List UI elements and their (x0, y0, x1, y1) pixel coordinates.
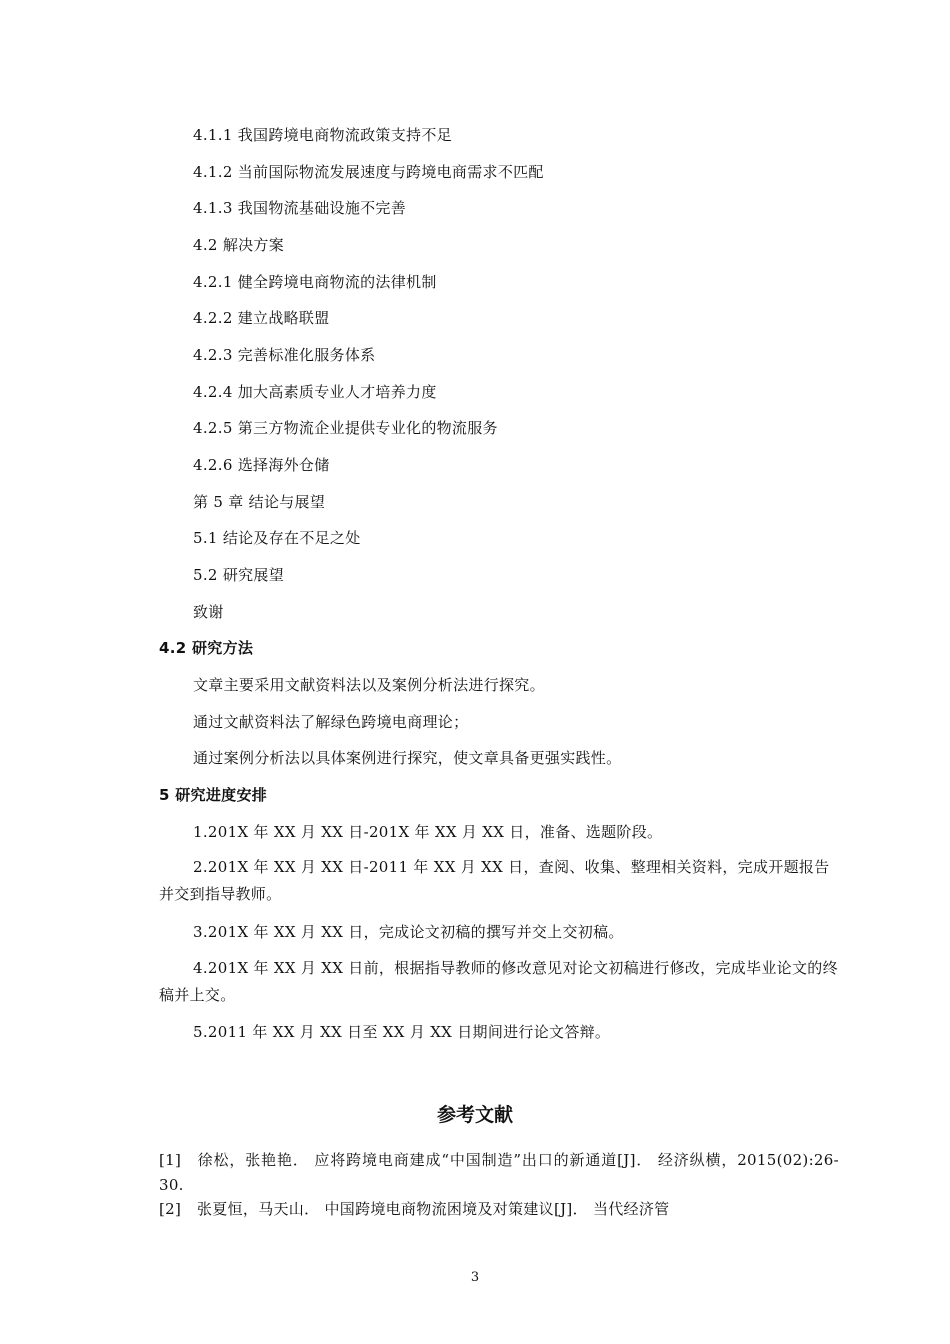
toc-line: 4.2.3 完善标准化服务体系 (193, 346, 376, 364)
reference-number: [1] (159, 1151, 182, 1169)
section-heading-schedule: 5 研究进度安排 (159, 786, 268, 804)
reference-number: [2] (159, 1200, 182, 1218)
toc-line: 4.1.3 我国物流基础设施不完善 (193, 199, 407, 217)
toc-line: 4.2.2 建立战略联盟 (193, 309, 330, 327)
toc-line: 第 5 章 结论与展望 (193, 493, 326, 511)
methods-paragraph: 通过文献资料法了解绿色跨境电商理论； (193, 713, 469, 731)
schedule-item: 1.201X 年 XX 月 XX 日-201X 年 XX 月 XX 日，准备、选题阶段。 (193, 823, 663, 841)
toc-line: 4.1.2 当前国际物流发展速度与跨境电商需求不匹配 (193, 163, 544, 181)
toc-line: 致谢 (193, 603, 224, 621)
toc-line: 4.2.5 第三方物流企业提供专业化的物流服务 (193, 419, 498, 437)
toc-line: 4.1.1 我国跨境电商物流政策支持不足 (193, 126, 452, 144)
toc-line: 4.2 解决方案 (193, 236, 285, 254)
references-title: 参考文献 (436, 1104, 513, 1126)
section-heading-methods: 4.2 研究方法 (159, 639, 254, 657)
methods-paragraph: 文章主要采用文献资料法以及案例分析法进行探究。 (193, 676, 545, 694)
toc-line: 4.2.6 选择海外仓储 (193, 456, 330, 474)
reference-item (159, 1197, 839, 1222)
reference-text: 徐松，张艳艳． 应将跨境电商建成“中国制造”出口的新通道[J]． 经济纵横，2015(02):26-30. (159, 1151, 839, 1194)
reference-text: 张夏恒，马天山． 中国跨境电商物流困境及对策建议[J]． 当代经济管 (197, 1200, 670, 1218)
schedule-item: 3.201X 年 XX 月 XX 日，完成论文初稿的撰写并交上交初稿。 (193, 923, 624, 941)
toc-line: 4.2.1 健全跨境电商物流的法律机制 (193, 273, 437, 291)
toc-line: 5.1 结论及存在不足之处 (193, 529, 361, 547)
page-number: 3 (470, 1270, 480, 1285)
schedule-item: 4.201X 年 XX 月 XX 日前，根据指导教师的修改意见对论文初稿进行修改，完成毕业论文的终稿并上交。 (159, 959, 838, 1004)
toc-line: 5.2 研究展望 (193, 566, 285, 584)
schedule-item: 5.2011 年 XX 月 XX 日至 XX 月 XX 日期间进行论文答辩。 (193, 1023, 611, 1041)
schedule-item: 2.201X 年 XX 月 XX 日-2011 年 XX 月 XX 日，查阅、收集、整理相关资料，完成开题报告并交到指导教师。 (159, 858, 830, 903)
methods-paragraph: 通过案例分析法以具体案例进行探究，使文章具备更强实践性。 (193, 749, 622, 767)
reference-item (159, 1148, 839, 1198)
toc-line: 4.2.4 加大高素质专业人才培养力度 (193, 383, 437, 401)
